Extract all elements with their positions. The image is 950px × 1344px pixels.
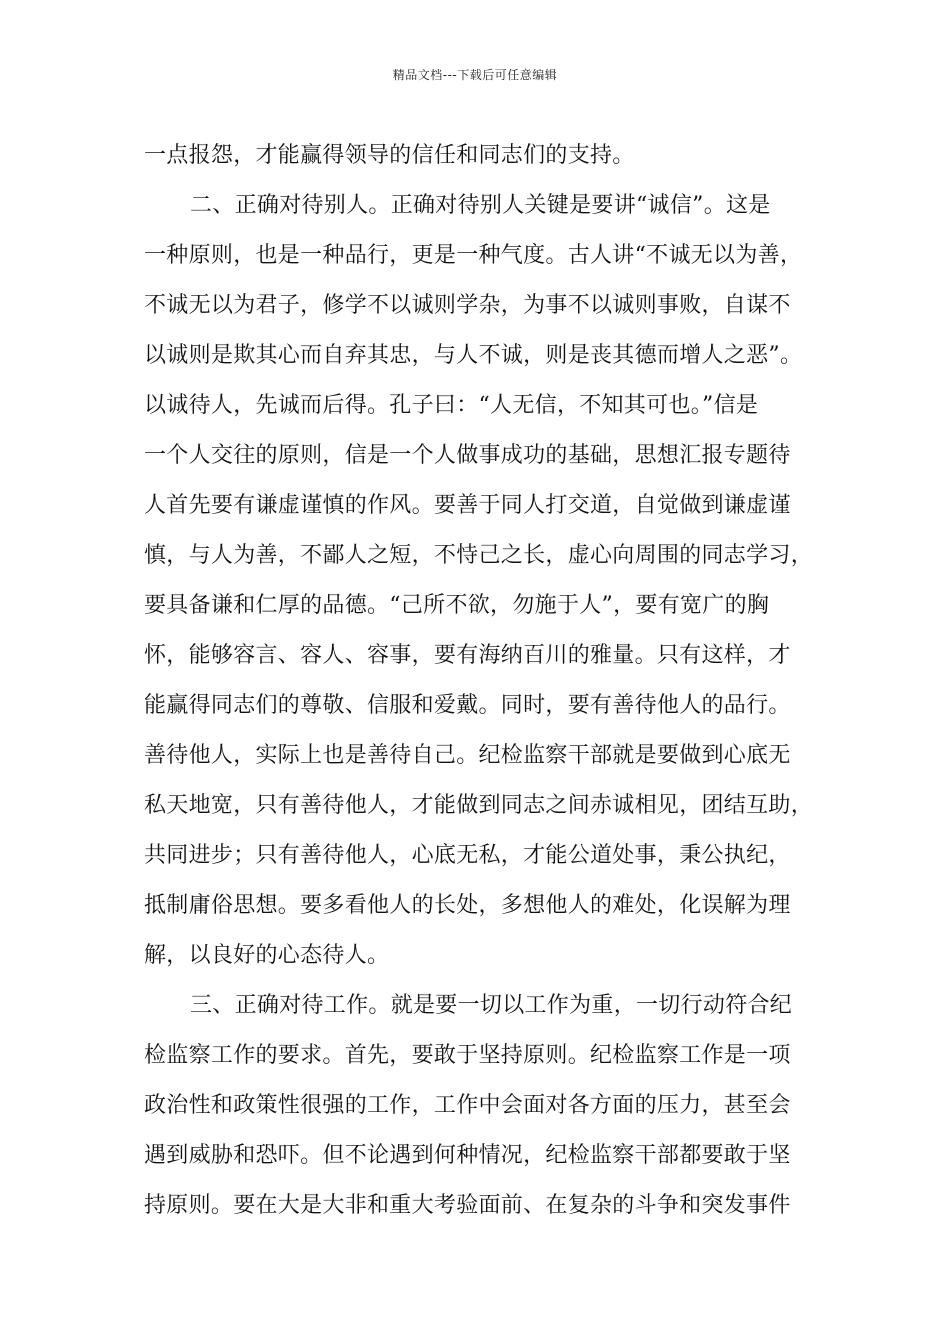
text-line: 一种原则，也是一种品行，更是一种气度。古人讲“不诚无以为善， <box>144 243 803 268</box>
text-line: 解，以良好的心态待人。 <box>144 943 390 968</box>
text-line: 以诚待人，先诚而后得。孔子曰：“人无信，不知其可也。”信是 <box>144 393 759 418</box>
text-line: 政治性和政策性很强的工作，工作中会面对各方面的压力，甚至会 <box>144 1093 791 1118</box>
text-line: 遇到威胁和恐吓。但不论遇到何种情况，纪检监察干部都要敢于坚 <box>144 1143 791 1168</box>
text-line: 人首先要有谦虚谨慎的作风。要善于同人打交道，自觉做到谦虚谨 <box>144 493 791 518</box>
text-line: 检监察工作的要求。首先，要敢于坚持原则。纪检监察工作是一项 <box>144 1043 791 1068</box>
text-line: 要具备谦和仁厚的品德。“己所不欲，勿施于人”，要有宽广的胸 <box>144 593 770 618</box>
document-body <box>144 131 814 1231</box>
text-line: 不诚无以为君子，修学不以诚则学杂，为事不以诚则事败，自谋不 <box>144 293 791 318</box>
text-line: 一点报怨，才能赢得领导的信任和同志们的支持。 <box>144 143 635 168</box>
paragraph-start-line: 二、正确对待别人。正确对待别人关键是要讲“诚信”。这是 <box>190 193 771 218</box>
text-line: 慎，与人为善，不鄙人之短，不恃己之长，虚心向周围的同志学习， <box>144 543 814 568</box>
text-line: 持原则。要在大是大非和重大考验面前、在复杂的斗争和突发事件 <box>144 1193 791 1218</box>
text-line: 抵制庸俗思想。要多看他人的长处，多想他人的难处，化误解为理 <box>144 893 791 918</box>
text-line: 一个人交往的原则，信是一个人做事成功的基础，思想汇报专题待 <box>144 443 791 468</box>
text-line: 共同进步；只有善待他人，心底无私，才能公道处事，秉公执纪， <box>144 843 791 868</box>
text-line: 怀，能够容言、容人、容事，要有海纳百川的雅量。只有这样，才 <box>144 643 791 668</box>
page-header: 精品文档---下载后可任意编辑 <box>392 68 558 82</box>
paragraph-start-line: 三、正确对待工作。就是要一切以工作为重，一切行动符合纪 <box>190 993 793 1018</box>
text-line: 以诚则是欺其心而自弃其忠，与人不诚，则是丧其德而增人之恶”。 <box>144 343 803 368</box>
text-line: 能赢得同志们的尊敬、信服和爱戴。同时，要有善待他人的品行。 <box>144 693 791 718</box>
text-line: 私天地宽，只有善待他人，才能做到同志之间赤诚相见，团结互助， <box>144 793 814 818</box>
text-line: 善待他人，实际上也是善待自己。纪检监察干部就是要做到心底无 <box>144 743 791 768</box>
